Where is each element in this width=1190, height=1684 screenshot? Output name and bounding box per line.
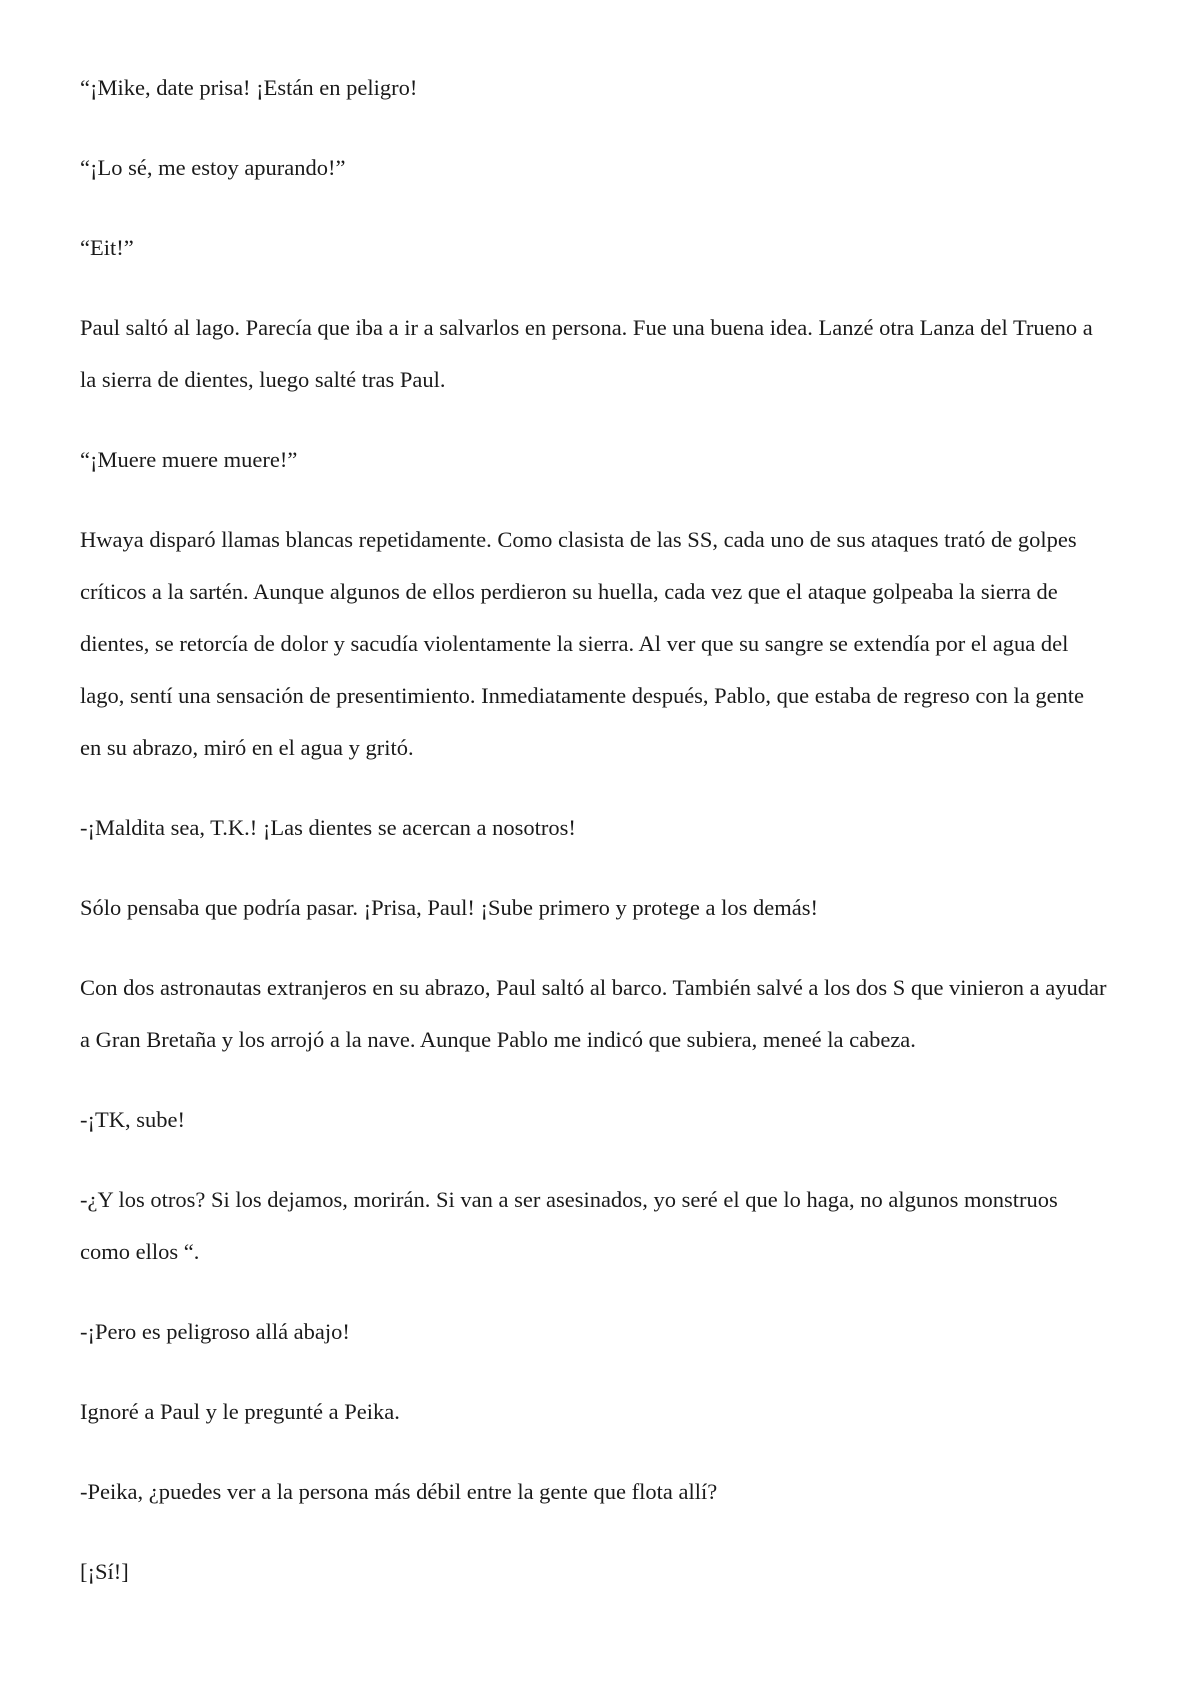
paragraph-2: “¡Lo sé, me estoy apurando!”	[80, 155, 346, 180]
paragraph-4: Paul saltó al lago. Parecía que iba a ir a salvarlos en persona. Fue una buena idea. Lanzé otra Lanza del Trueno a la sierra de dientes, luego salté tras Paul.	[80, 315, 1093, 392]
paragraph-14: -Peika, ¿puedes ver a la persona más débil entre la gente que flota allí?	[80, 1479, 718, 1504]
paragraph-3: “Eit!”	[80, 235, 134, 260]
paragraph-6: Hwaya disparó llamas blancas repetidamente. Como clasista de las SS, cada uno de sus ataques trató de golpes críticos a la sartén. Aunque algunos de ellos perdieron su huella, cada vez que el ataque golpeaba la sierra de dientes, se retorcía de dolor y sacudía violentamente la sierra. Al ver que su sangre se extendía por el agua del lago, sentí una sensación de presentimiento. Inmediatamente después, Pablo, que estaba de regreso con la gente en su abrazo, miró en el agua y gritó.	[80, 527, 1085, 760]
paragraph-1: “¡Mike, date prisa! ¡Están en peligro!	[80, 75, 418, 100]
paragraph-9: Con dos astronautas extranjeros en su abrazo, Paul saltó al barco. También salvé a los dos S que vinieron a ayudar a Gran Bretaña y los arrojó a la nave. Aunque Pablo me indicó que subiera, meneé la cabeza.	[80, 975, 1107, 1052]
paragraph-5: “¡Muere muere muere!”	[80, 447, 298, 472]
paragraph-11: -¿Y los otros? Si los dejamos, morirán. Si van a ser asesinados, yo seré el que lo haga, no algunos monstruos como ellos “.	[80, 1187, 1058, 1264]
paragraph-13: Ignoré a Paul y le pregunté a Peika.	[80, 1399, 400, 1424]
paragraph-12: -¡Pero es peligroso allá abajo!	[80, 1319, 350, 1344]
paragraph-8: Sólo pensaba que podría pasar. ¡Prisa, Paul! ¡Sube primero y protege a los demás!	[80, 895, 818, 920]
paragraph-7: -¡Maldita sea, T.K.! ¡Las dientes se acercan a nosotros!	[80, 815, 576, 840]
paragraph-10: -¡TK, sube!	[80, 1107, 185, 1132]
paragraph-15: [¡Sí!]	[80, 1559, 129, 1584]
